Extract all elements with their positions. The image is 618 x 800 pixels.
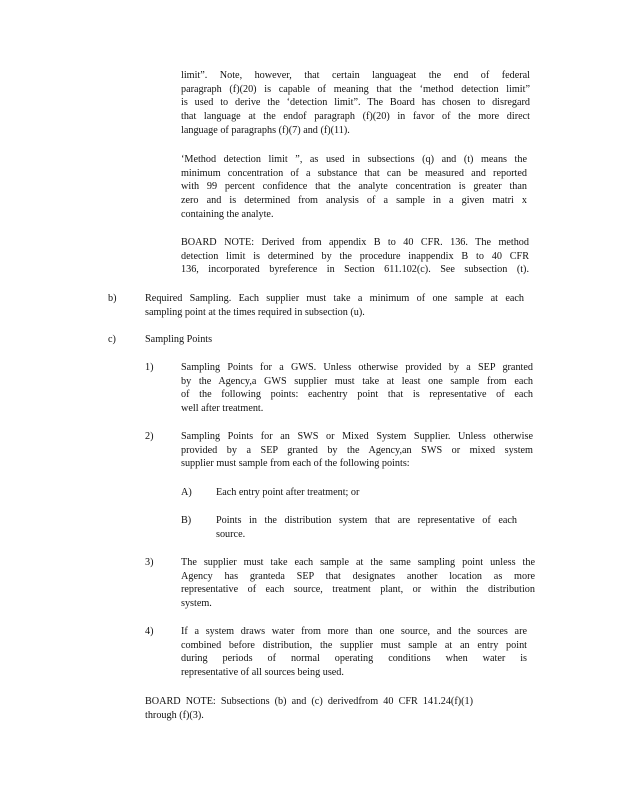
text-line: of the following points: eachentry point that is representative of each: [181, 389, 533, 401]
text-line: Sampling Points: [145, 334, 213, 345]
same-sampling-point-paragraph: [181, 556, 535, 611]
subsection-label-b: b): [108, 293, 117, 304]
mdl-definition-paragraph: [181, 153, 527, 222]
text-line: BOARD NOTE: Derived from appendix B to 40 CFR. 136. The method: [181, 237, 529, 248]
item-label-A: A): [181, 487, 192, 498]
text-line: BOARD NOTE: Subsections (b) and (c) derivedfrom 40 CFR 141.24(f)(1): [145, 696, 473, 707]
text-line: sampling point at the times required in subsection (u).: [145, 306, 365, 318]
text-line: The supplier must take each sample at the same sampling point unless the: [181, 557, 535, 568]
text-line: Sampling Points for an SWS or Mixed System Supplier. Unless otherwise: [181, 431, 533, 442]
text-line: provided by a SEP granted by the Agency,an SWS or mixed system: [181, 444, 533, 456]
text-line: Points in the distribution system that are representative of each: [216, 515, 517, 526]
text-line: Required Sampling. Each supplier must take a minimum of one sample at each: [145, 293, 524, 304]
item-label-2: 2): [145, 431, 154, 442]
text-line: ‘Method detection limit ”, as used in subsections (q) and (t) means the: [181, 154, 527, 165]
text-line: with 99 percent confidence that the analyte concentration is greater than: [181, 181, 527, 193]
text-line: representative of all sources being used.: [181, 667, 344, 679]
text-line: supplier must sample from each of the following points:: [181, 458, 410, 470]
text-line: zero and is determined from analysis of a sample in a given matri x: [181, 195, 527, 207]
limit-note-paragraph: [181, 69, 530, 138]
subsection-label-c: c): [108, 334, 116, 345]
text-line: Agency has granteda SEP that designates another location as more: [181, 570, 535, 582]
multiple-sources-paragraph: [181, 625, 527, 680]
item-label-B: B): [181, 515, 192, 526]
sampling-points-heading: [145, 333, 345, 347]
text-line: 136, incorporated byreference in Section 611.102(c). See subsection (t).: [181, 264, 529, 276]
required-sampling-paragraph: [145, 292, 524, 319]
text-line: limit”. Note, however, that certain languageat the end of federal: [181, 70, 530, 81]
text-line: system.: [181, 598, 212, 610]
text-line: by the Agency,a GWS supplier must take at least one sample from each: [181, 375, 533, 387]
text-line: detection limit is determined by the procedure inappendix B to 40 CFR: [181, 250, 529, 262]
sws-sampling-points-paragraph: [181, 430, 533, 471]
text-line: Each entry point after treatment; or: [216, 487, 360, 498]
text-line: combined before distribution, the supplier must sample at an entry point: [181, 639, 527, 651]
item-label-4: 4): [145, 626, 154, 637]
text-line: is used to derive the ‘detection limit”. The Board has chosen to disregard: [181, 97, 530, 109]
board-note-paragraph: [145, 695, 473, 722]
text-line: representative of each source, treatment plant, or within the distribution: [181, 584, 535, 596]
text-line: during periods of normal operating conditions when water is: [181, 653, 527, 665]
board-note-paragraph: [181, 236, 529, 277]
text-line: If a system draws water from more than one source, and the sources are: [181, 626, 527, 637]
text-line: that language at the endof paragraph (f)(20) in favor of the more direct: [181, 111, 530, 123]
text-line: Sampling Points for a GWS. Unless otherwise provided by a SEP granted: [181, 362, 533, 373]
text-line: paragraph (f)(20) is capable of meaning that the ‘method detection limit”: [181, 83, 530, 95]
gws-sampling-points-paragraph: [181, 361, 533, 416]
item-label-3: 3): [145, 557, 154, 568]
text-line: minimum concentration of a substance that can be measured and reported: [181, 167, 527, 179]
text-line: well after treatment.: [181, 403, 264, 415]
item-label-1: 1): [145, 362, 154, 373]
distribution-points-paragraph: [216, 514, 517, 541]
text-line: language of paragraphs (f)(7) and (f)(11).: [181, 124, 350, 136]
text-line: through (f)(3).: [145, 709, 204, 721]
entry-point-paragraph: [216, 486, 416, 500]
text-line: containing the analyte.: [181, 208, 274, 220]
text-line: source.: [216, 528, 246, 540]
